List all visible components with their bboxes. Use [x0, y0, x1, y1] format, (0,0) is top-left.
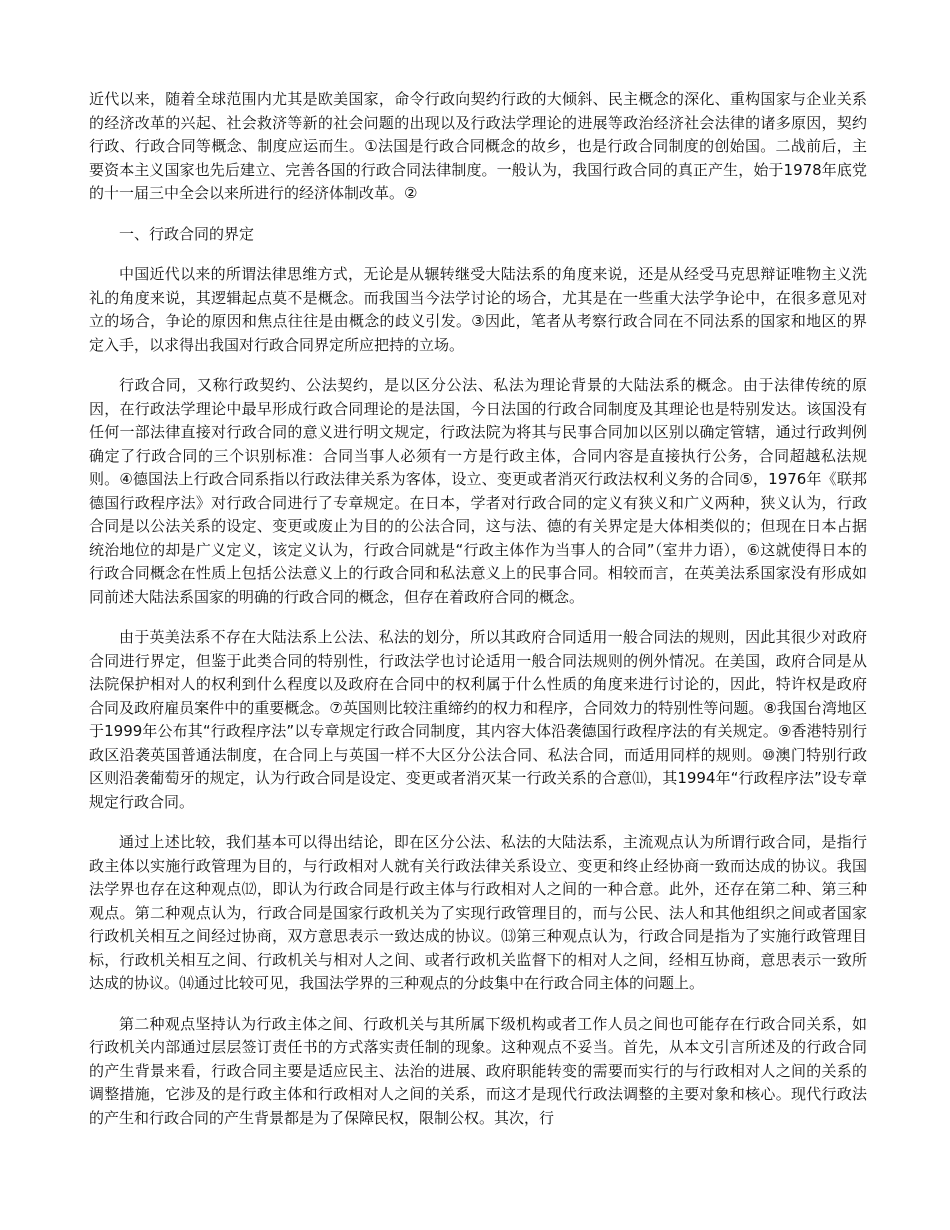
document-page	[89, 88, 867, 1147]
body-paragraph: 通过上述比较，我们基本可以得出结论，即在区分公法、私法的大陆法系，主流观点认为所谓行政合同，是指行政主体以实施行政管理为目的，与行政相对人就有关行政法律关系设立、变更和终止经协商一致而达成的协议。我国法学界也存在这种观点⑿，即认为行政合同是行政主体与行政相对人之间的一种合意。此外，还存在第二种、第三种观点。第二种观点认为，行政合同是国家行政机关为了实现行政管理目的，而与公民、法人和其他组织之间或者国家行政机关相互之间经过协商，双方意思表示一致达成的协议。⒀第三种观点认为，行政合同是指为了实施行政管理目标，行政机关相互之间、行政机关与相对人之间、或者行政机关监督下的相对人之间，经相互协商，意思表示一致所达成的协议。⒁通过比较可见，我国法学界的三种观点的分歧集中在行政合同主体的问题上。	[89, 833, 867, 992]
intro-paragraph: 近代以来，随着全球范围内尤其是欧美国家，命令行政向契约行政的大倾斜、民主概念的深化、重构国家与企业关系的经济改革的兴起、社会救济等新的社会问题的出现以及行政法学理论的进展等政治经济社会法律的诸多原因，契约行政、行政合同等概念、制度应运而生。①法国是行政合同概念的故乡，也是行政合同制度的创始国。二战前后，主要资本主义国家也先后建立、完善各国的行政合同法律制度。一般认为，我国行政合同的真正产生，始于1978年底党的十一届三中全会以来所进行的经济体制改革。②	[89, 90, 867, 202]
body-paragraph: 中国近代以来的所谓法律思维方式，无论是从辗转继受大陆法系的角度来说，还是从经受马克思辩证唯物主义洗礼的角度来说，其逻辑起点莫不是概念。而我国当今法学讨论的场合，尤其是在一些重大法学争论中，在很多意见对立的场合，争论的原因和焦点往往是由概念的歧义引发。③因此，笔者从考察行政合同在不同法系的国家和地区的界定入手，以求得出我国对行政合同界定所应把持的立场。	[89, 265, 867, 354]
body-paragraph: 行政合同，又称行政契约、公法契约，是以区分公法、私法为理论背景的大陆法系的概念。由于法律传统的原因，在行政法学理论中最早形成行政合同理论的是法国，今日法国的行政合同制度及其理论也是特别发达。该国没有任何一部法律直接对行政合同的意义进行明文规定，行政法院为将其与民事合同加以区别以确定管辖，通过行政判例确定了行政合同的三个识别标准：合同当事人必须有一方是行政主体，合同内容是直接执行公务，合同超越私法规则。④德国法上行政合同系指以行政法律关系为客体，设立、变更或者消灭行政法权利义务的合同⑤，1976年《联邦德国行政程序法》对行政合同进行了专章规定。在日本，学者对行政合同的定义有狭义和广义两种，狭义认为，行政合同是以公法关系的设定、变更或废止为目的的公法合同，这与法、德的有关界定是大体相类似的；但现在日本占据统治地位的却是广义定义，该定义认为，行政合同就是“行政主体作为当事人的合同”（室井力语），⑥这就使得日本的行政合同概念在性质上包括公法意义上的行政合同和私法意义上的民事合同。相较而言，在英美法系国家没有形成如同前述大陆法系国家的明确的行政合同的概念，但存在着政府合同的概念。	[89, 376, 867, 606]
section-heading: 一、行政合同的界定	[119, 224, 255, 243]
body-paragraph: 由于英美法系不存在大陆法系上公法、私法的划分，所以其政府合同适用一般合同法的规则，因此其很少对政府合同进行界定，但鉴于此类合同的特别性，行政法学也讨论适用一般合同法规则的例外情况。在美国，政府合同是从法院保护相对人的权利到什么程度以及政府在合同中的权利属于什么性质的角度来进行讨论的，因此，特许权是政府合同及政府雇员案件中的重要概念。⑦英国则比较注重缔约的权力和程序，合同效力的特别性等问题。⑧我国台湾地区于1999年公布其“行政程序法”以专章规定行政合同制度，其内容大体沿袭德国行政程序法的有关规定。⑨香港特别行政区沿袭英国普通法制度，在合同上与英国一样不大区分公法合同、私法合同，而适用同样的规则。⑩澳门特别行政区则沿袭葡萄牙的规定，认为行政合同是设定、变更或者消灭某一行政关系的合意⑾，其1994年“行政程序法”设专章规定行政合同。	[89, 628, 867, 811]
body-paragraph: 第二种观点坚持认为行政主体之间、行政机关与其所属下级机构或者工作人员之间也可能存在行政合同关系，如行政机关内部通过层层签订责任书的方式落实责任制的现象。这种观点不妥当。首先，从本文引言所述及的行政合同的产生背景来看，行政合同主要是适应民主、法治的进展、政府职能转变的需要而实行的与行政相对人之间的关系的调整措施，它涉及的是行政主体和行政相对人之间的关系，而这才是现代行政法调整的主要对象和核心。现代行政法的产生和行政合同的产生背景都是为了保障民权，限制公权。其次，行	[89, 1014, 867, 1127]
